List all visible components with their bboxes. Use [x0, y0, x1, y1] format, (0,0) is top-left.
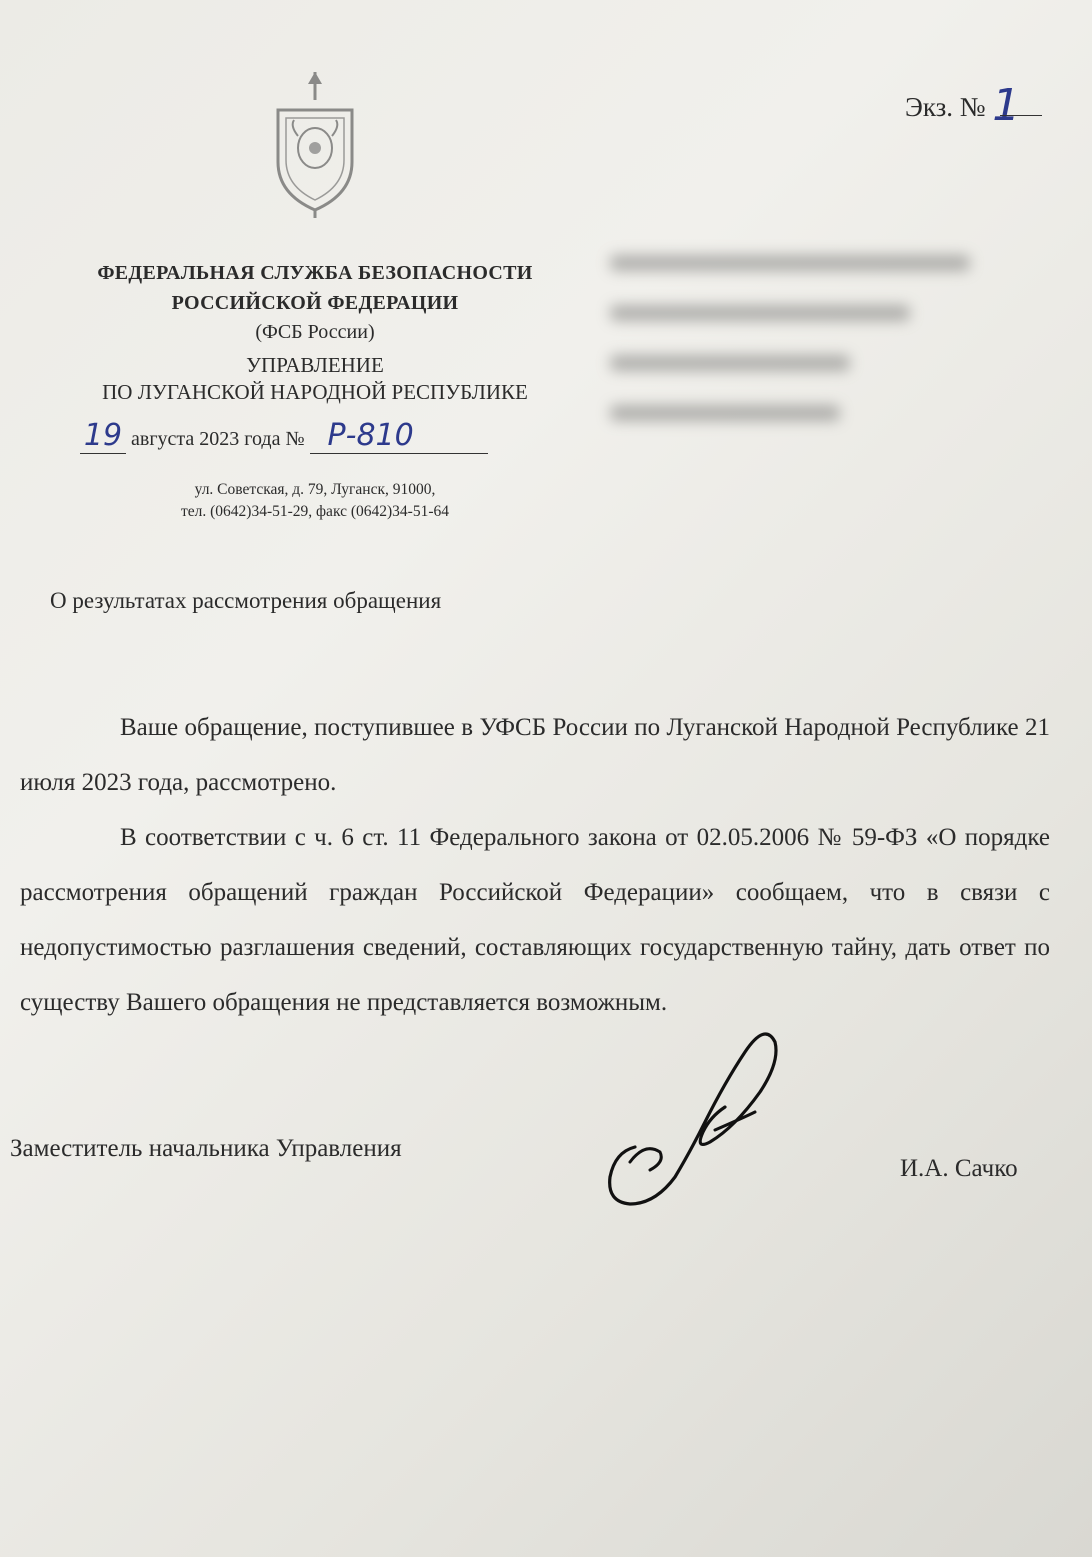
handwritten-signature-icon — [595, 1012, 795, 1222]
org-name-line1: ФЕДЕРАЛЬНАЯ СЛУЖБА БЕЗОПАСНОСТИ — [97, 262, 533, 284]
date-day: 19 — [83, 418, 123, 453]
org-short-name: (ФСБ России) — [255, 321, 375, 343]
copy-label: Экз. № — [905, 92, 986, 122]
letter-subject: О результатах рассмотрения обращения — [50, 588, 442, 613]
org-name-line2: РОССИЙСКОЙ ФЕДЕРАЦИИ — [171, 292, 459, 314]
copy-number — [905, 80, 1020, 131]
date-month-year: августа 2023 года — [131, 428, 281, 450]
signer-position: Заместитель начальника Управления — [10, 1135, 402, 1162]
copy-number-value: 1 — [992, 80, 1021, 131]
signer-name: И.А. Сачко — [900, 1155, 1018, 1182]
body-paragraph-1: Ваше обращение, поступившее в УФСБ России по Луганской Народной Республике 21 июля 2023 года, рассмотрено. — [20, 714, 1050, 796]
organization-header — [40, 258, 590, 406]
copy-number-underline — [1000, 115, 1042, 116]
date-number-line — [80, 418, 488, 454]
department-line1: УПРАВЛЕНИЕ — [246, 353, 384, 377]
address-line1: ул. Советская, д. 79, Луганск, 91000, — [194, 481, 436, 498]
letter-body — [20, 700, 1050, 1030]
sender-address — [120, 479, 510, 523]
address-line2: тел. (0642)34-51-29, факс (0642)34-51-64 — [180, 503, 449, 520]
department-line2: ПО ЛУГАНСКОЙ НАРОДНОЙ РЕСПУБЛИКЕ — [102, 380, 528, 404]
recipient-block-redacted — [610, 255, 970, 455]
doc-number: Р-810 — [327, 418, 414, 453]
body-paragraph-2: В соответствии с ч. 6 ст. 11 Федерального закона от 02.05.2006 № 59-ФЗ «О порядке рассмотрения обращений граждан Российской Федерации» сообщаем, что в связи с недопустимостью разглашения сведений, составляющих государственную тайну, дать ответ по существу Вашего обращения не представляется возможным. — [20, 824, 1050, 1016]
doc-number-label: № — [285, 428, 305, 450]
fsb-emblem-icon — [270, 70, 360, 220]
